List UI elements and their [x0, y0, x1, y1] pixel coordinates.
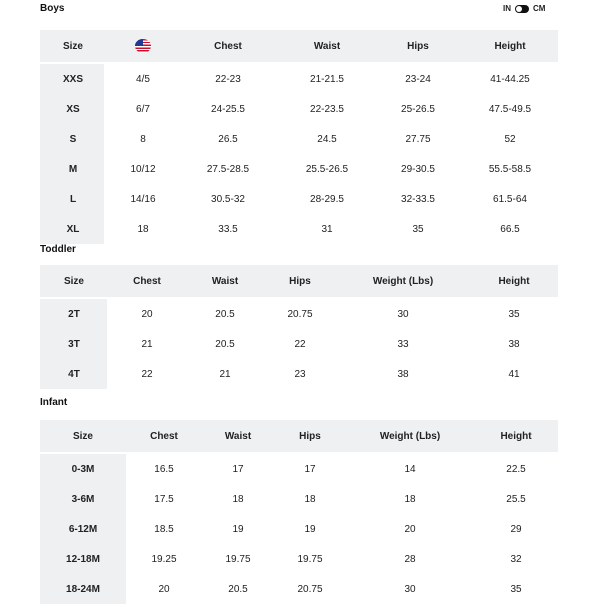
boys-cell: 27.5-28.5 [206, 163, 250, 175]
toddler-size-label: 3T [68, 338, 80, 350]
boys-title: Boys [40, 3, 65, 14]
toddler-cell: 35 [508, 308, 520, 320]
boys-cell: 52 [504, 133, 516, 145]
infant-header-chest: Chest [150, 430, 178, 442]
boys-cell: 32-33.5 [401, 193, 435, 205]
toddler-header-size: Size [63, 275, 84, 287]
boys-header-waist: Waist [313, 40, 341, 52]
toddler-header-hips: Hips [289, 275, 311, 287]
boys-cell: 33.5 [218, 223, 238, 235]
boys-header-hips: Hips [407, 40, 429, 52]
toddler-header-waist: Waist [211, 275, 239, 287]
toddler-cell: 22 [294, 338, 306, 350]
infant-table-row [40, 454, 558, 484]
boys-cell: 22-23 [215, 73, 241, 85]
toddler-cell: 41 [508, 368, 520, 380]
boys-cell: 47.5-49.5 [488, 103, 532, 115]
infant-cell: 17.5 [154, 493, 174, 505]
unit-cm-label: CM [533, 4, 546, 13]
boys-cell: 27.75 [405, 133, 431, 145]
infant-cell: 16.5 [154, 463, 174, 475]
infant-cell: 17 [304, 463, 316, 475]
infant-size-label: 12-18M [66, 553, 100, 565]
boys-cell: 41-44.25 [490, 73, 530, 85]
infant-cell: 20 [404, 523, 416, 535]
infant-table-row [40, 514, 558, 544]
infant-cell: 19 [232, 523, 244, 535]
toddler-cell: 38 [397, 368, 409, 380]
boys-size-label: XL [66, 223, 80, 235]
boys-cell: 55.5-58.5 [488, 163, 532, 175]
toddler-header-height: Height [498, 275, 530, 287]
boys-table-row [40, 184, 558, 214]
infant-header-size: Size [72, 430, 93, 442]
infant-size-label: 18-24M [66, 583, 100, 595]
boys-cell: 66.5 [500, 223, 520, 235]
toddler-table-row [40, 299, 558, 329]
toggle-switch-icon[interactable] [515, 5, 529, 13]
infant-cell: 20 [158, 583, 170, 595]
boys-cell: 24-25.5 [211, 103, 245, 115]
infant-cell: 35 [510, 583, 522, 595]
infant-cell: 32 [510, 553, 522, 565]
infant-cell: 18.5 [154, 523, 174, 535]
boys-cell: 28-29.5 [310, 193, 344, 205]
us-flag-icon [103, 30, 183, 62]
infant-table-row [40, 544, 558, 574]
infant-header-hips: Hips [299, 430, 321, 442]
infant-cell: 19.25 [151, 553, 177, 565]
boys-cell: 24.5 [317, 133, 337, 145]
unit-in-label: IN [503, 4, 511, 13]
infant-cell: 14 [404, 463, 416, 475]
boys-cell: 25.5-26.5 [305, 163, 349, 175]
boys-cell: 21-21.5 [310, 73, 344, 85]
toddler-cell: 30 [397, 308, 409, 320]
toddler-header-row [40, 265, 558, 297]
boys-size-label: M [68, 163, 78, 175]
toddler-cell: 21 [141, 338, 153, 350]
boys-header-height: Height [494, 40, 526, 52]
boys-cell: 10/12 [130, 163, 156, 175]
toddler-cell: 20.5 [215, 338, 235, 350]
infant-cell: 20.75 [297, 583, 323, 595]
infant-cell: 19 [304, 523, 316, 535]
toddler-header-chest: Chest [133, 275, 161, 287]
boys-cell: 22-23.5 [310, 103, 344, 115]
infant-cell: 28 [404, 553, 416, 565]
boys-cell: 25-26.5 [401, 103, 435, 115]
infant-header-weight-lbs-: Weight (Lbs) [379, 430, 441, 442]
boys-cell: 14/16 [130, 193, 156, 205]
boys-table-row [40, 64, 558, 94]
boys-size-label: S [69, 133, 77, 145]
toddler-table-row [40, 329, 558, 359]
boys-cell: 6/7 [136, 103, 150, 115]
infant-cell: 18 [232, 493, 244, 505]
boys-size-label: XS [66, 103, 80, 115]
boys-cell: 4/5 [136, 73, 150, 85]
infant-header-height: Height [500, 430, 532, 442]
infant-cell: 19.75 [297, 553, 323, 565]
infant-cell: 19.75 [225, 553, 251, 565]
unit-toggle[interactable] [503, 4, 545, 13]
infant-table-row [40, 484, 558, 514]
infant-header-row [40, 420, 558, 452]
infant-size-label: 0-3M [71, 463, 95, 475]
infant-cell: 22.5 [506, 463, 526, 475]
toddler-size-label: 4T [68, 368, 80, 380]
boys-size-label: XXS [62, 73, 83, 85]
boys-table-row [40, 124, 558, 154]
toddler-cell: 21 [219, 368, 231, 380]
boys-size-label: L [69, 193, 77, 205]
infant-cell: 18 [404, 493, 416, 505]
boys-header-size: Size [62, 40, 83, 52]
toddler-size-label: 2T [68, 308, 80, 320]
boys-header-row [40, 30, 558, 62]
boys-table-row [40, 154, 558, 184]
boys-table-row [40, 94, 558, 124]
infant-cell: 17 [232, 463, 244, 475]
boys-cell: 30.5-32 [211, 193, 245, 205]
infant-cell: 18 [304, 493, 316, 505]
infant-header-waist: Waist [224, 430, 252, 442]
boys-header-chest: Chest [214, 40, 242, 52]
boys-cell: 35 [412, 223, 424, 235]
boys-cell: 26.5 [218, 133, 238, 145]
infant-size-label: 3-6M [71, 493, 95, 505]
infant-cell: 25.5 [506, 493, 526, 505]
toddler-cell: 23 [294, 368, 306, 380]
boys-cell: 23-24 [405, 73, 431, 85]
toddler-title: Toddler [40, 244, 76, 255]
infant-cell: 29 [510, 523, 522, 535]
boys-cell: 31 [321, 223, 333, 235]
toddler-cell: 38 [508, 338, 520, 350]
toddler-cell: 22 [141, 368, 153, 380]
infant-cell: 30 [404, 583, 416, 595]
boys-cell: 8 [140, 133, 146, 145]
toddler-cell: 20 [141, 308, 153, 320]
infant-size-label: 6-12M [68, 523, 98, 535]
boys-cell: 29-30.5 [401, 163, 435, 175]
toddler-header-weight-lbs-: Weight (Lbs) [372, 275, 434, 287]
toddler-cell: 20.5 [215, 308, 235, 320]
toddler-cell: 33 [397, 338, 409, 350]
infant-cell: 20.5 [228, 583, 248, 595]
toddler-cell: 20.75 [287, 308, 313, 320]
toddler-table-row [40, 359, 558, 389]
boys-cell: 18 [137, 223, 149, 235]
boys-cell: 61.5-64 [493, 193, 527, 205]
infant-title: Infant [40, 397, 68, 408]
boys-table-row [40, 214, 558, 244]
